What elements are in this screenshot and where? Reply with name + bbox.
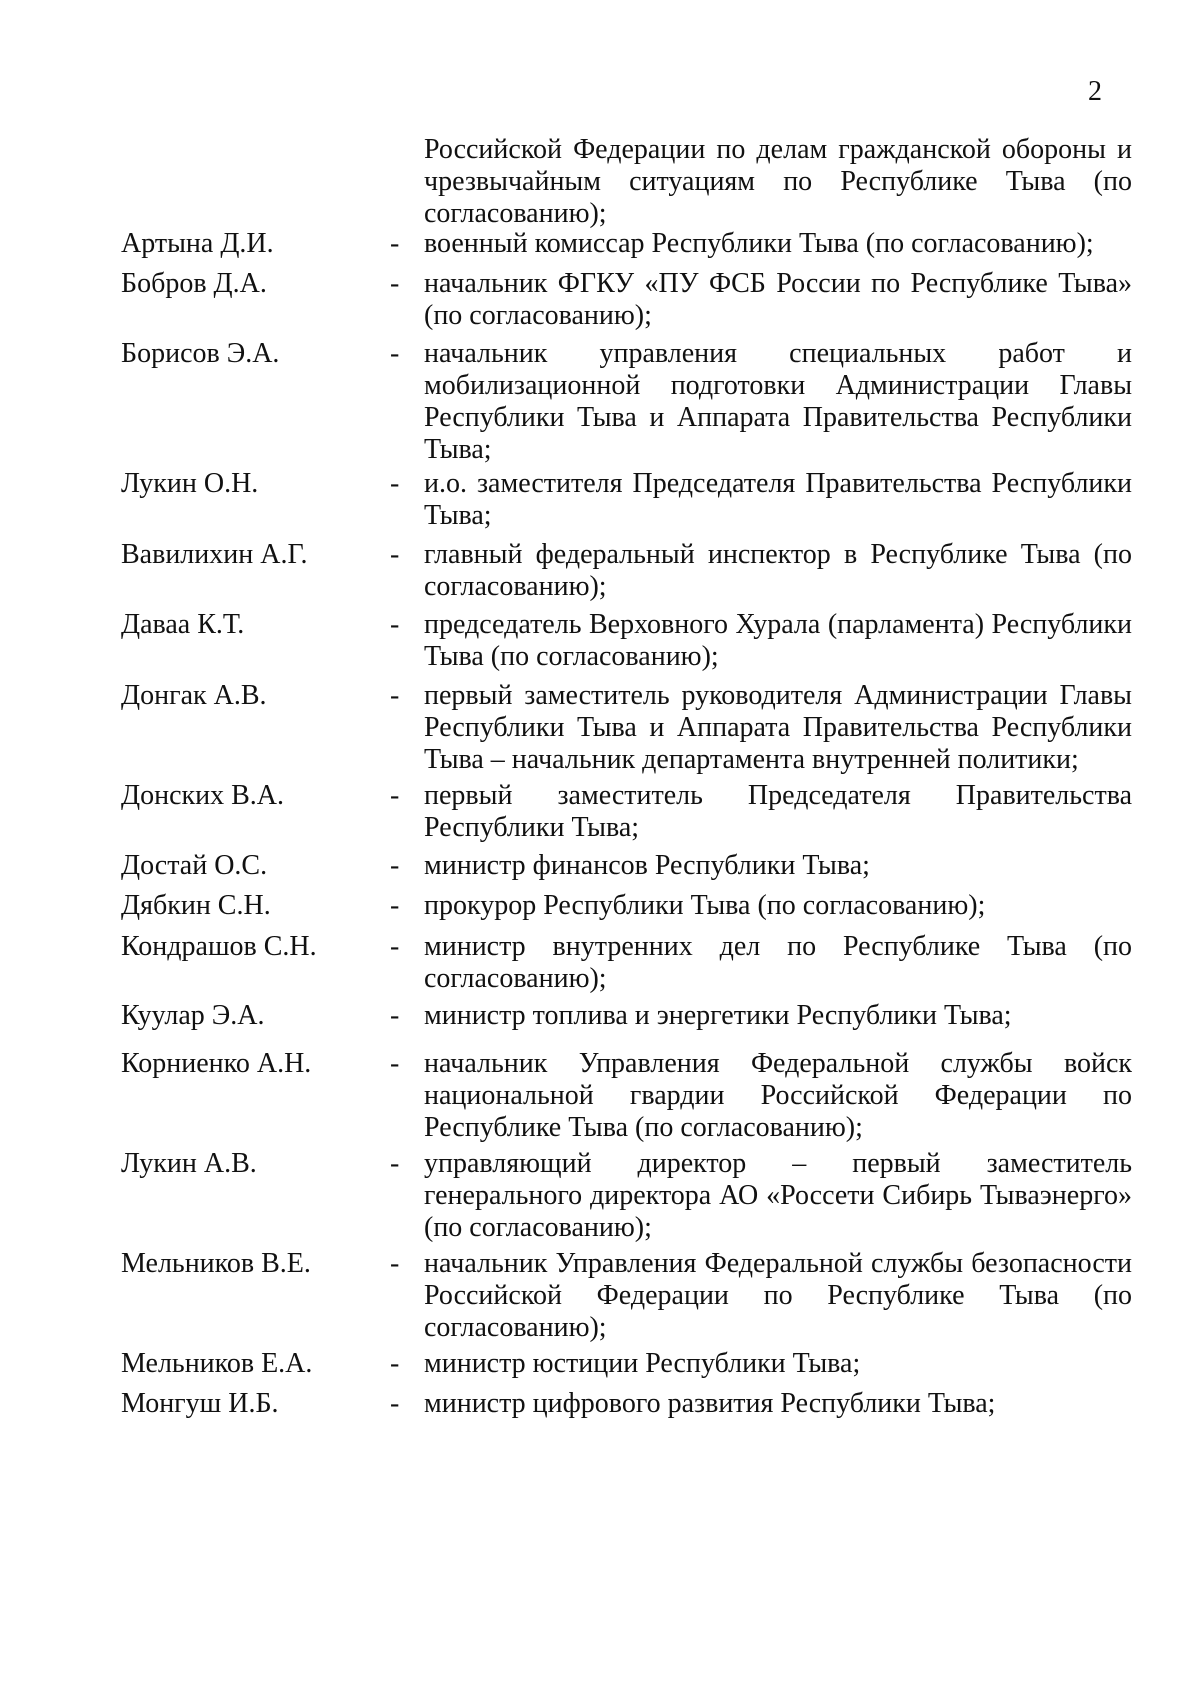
- member-position: начальник Управления Федеральной службы безопасности Российской Федерации по Республике Тыва (по согласованию);: [424, 1248, 1132, 1343]
- member-name: Лукин А.В.: [121, 1148, 257, 1179]
- member-position: министр финансов Республики Тыва;: [424, 850, 870, 881]
- member-name: Куулар Э.А.: [121, 1000, 265, 1031]
- member-name: Даваа К.Т.: [121, 609, 245, 640]
- member-position: прокурор Республики Тыва (по согласованию);: [424, 890, 986, 921]
- dash: -: [390, 468, 400, 499]
- member-position: министр топлива и энергетики Республики Тыва;: [424, 1000, 1012, 1031]
- member-position: начальник ФГКУ «ПУ ФСБ России по Республике Тыва» (по согласованию);: [424, 268, 1132, 331]
- dash: -: [390, 850, 400, 881]
- page-number: 2: [1088, 76, 1102, 107]
- dash: -: [390, 931, 400, 962]
- member-name: Корниенко А.Н.: [121, 1048, 312, 1079]
- dash: -: [390, 1000, 400, 1031]
- dash: -: [390, 780, 400, 811]
- dash: -: [390, 1048, 400, 1079]
- member-position: министр внутренних дел по Республике Тыва (по согласованию);: [424, 931, 1132, 994]
- member-position: первый заместитель Председателя Правительства Республики Тыва;: [424, 780, 1132, 843]
- dash: -: [390, 1248, 400, 1279]
- dash: -: [390, 1348, 400, 1379]
- member-name: Донгак А.В.: [121, 680, 267, 711]
- member-name: Артына Д.И.: [121, 228, 274, 259]
- member-position: начальник Управления Федеральной службы войск национальной гвардии Российской Федерации по Республике Тыва (по согласованию);: [424, 1048, 1132, 1143]
- member-name: Донских В.А.: [121, 780, 284, 811]
- member-position: и.о. заместителя Председателя Правительства Республики Тыва;: [424, 468, 1132, 531]
- member-position: первый заместитель руководителя Администрации Главы Республики Тыва и Аппарата Правительства Республики Тыва – начальник департамента внутренней политики;: [424, 680, 1132, 775]
- member-position: председатель Верховного Хурала (парламента) Республики Тыва (по согласованию);: [424, 609, 1132, 672]
- member-name: Лукин О.Н.: [121, 468, 259, 499]
- continuation-text: Российской Федерации по делам гражданской обороны и чрезвычайным ситуациям по Республике Тыва (по согласованию);: [424, 134, 1132, 229]
- dash: -: [390, 1148, 400, 1179]
- dash: -: [390, 680, 400, 711]
- member-position: управляющий директор – первый заместитель генерального директора АО «Россети Сибирь Тываэнерго» (по согласованию);: [424, 1148, 1132, 1243]
- member-name: Дябкин С.Н.: [121, 890, 271, 921]
- member-name: Монгуш И.Б.: [121, 1388, 279, 1419]
- member-position: военный комиссар Республики Тыва (по согласованию);: [424, 228, 1094, 259]
- member-position: министр юстиции Республики Тыва;: [424, 1348, 861, 1379]
- member-position: главный федеральный инспектор в Республике Тыва (по согласованию);: [424, 539, 1132, 602]
- dash: -: [390, 268, 400, 299]
- member-position: начальник управления специальных работ и мобилизационной подготовки Администрации Главы Республики Тыва и Аппарата Правительства Республики Тыва;: [424, 338, 1132, 465]
- member-name: Достай О.С.: [121, 850, 268, 881]
- member-name: Бобров Д.А.: [121, 268, 267, 299]
- member-name: Вавилихин А.Г.: [121, 539, 308, 570]
- dash: -: [390, 609, 400, 640]
- member-name: Мельников В.Е.: [121, 1248, 311, 1279]
- dash: -: [390, 338, 400, 369]
- member-name: Борисов Э.А.: [121, 338, 280, 369]
- dash: -: [390, 228, 400, 259]
- member-name: Мельников Е.А.: [121, 1348, 313, 1379]
- member-position: министр цифрового развития Республики Тыва;: [424, 1388, 996, 1419]
- dash: -: [390, 539, 400, 570]
- member-name: Кондрашов С.Н.: [121, 931, 317, 962]
- dash: -: [390, 890, 400, 921]
- dash: -: [390, 1388, 400, 1419]
